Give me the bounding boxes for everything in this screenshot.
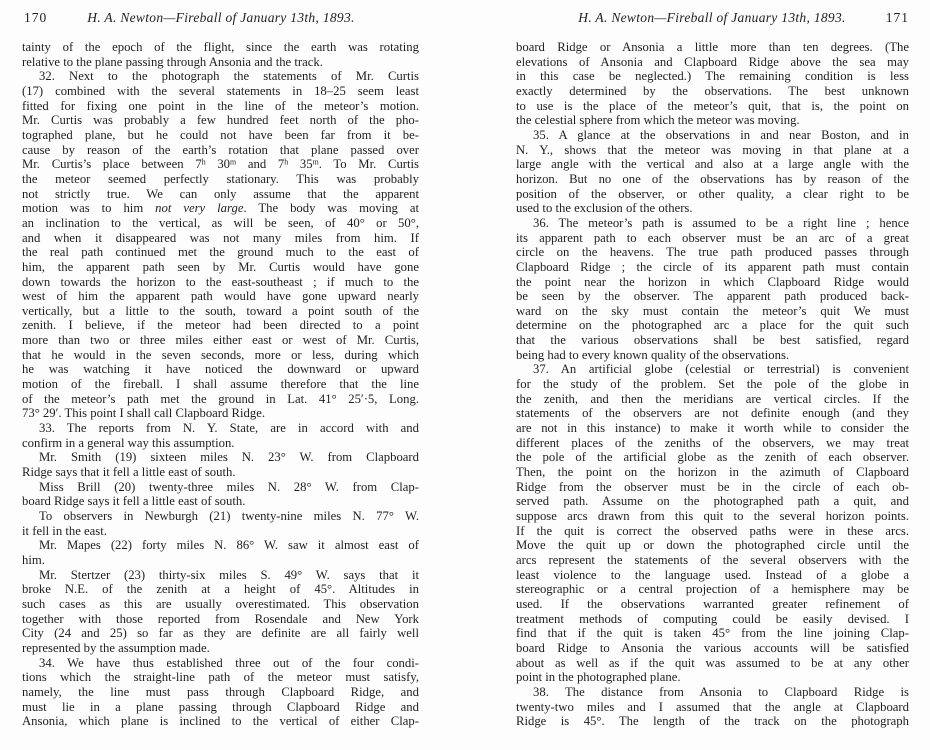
text-line: Mr. Curtis’s place between 7$^h$ 30$^m$ and 7$^h$ 35$^m$. To Mr. Curtis — [22, 157, 419, 172]
text-line: 35. A glance at the observations in and near Boston, and in — [533, 127, 909, 142]
text-line: in this case be neglected.) The remaining condition is less — [516, 69, 909, 84]
text-line: the celestial sphere from which the meteor was moving. — [516, 113, 800, 128]
text-line: different places of the zeniths of the observers, we may treat — [516, 435, 909, 450]
text-line: determine on the photographed arc a place for the quit such — [516, 318, 909, 333]
text-line: ward on the sky must contain the meteor’s quit We must — [516, 303, 909, 318]
text-line: statements of the observers are not definite enough (and they — [516, 406, 909, 421]
text-line: point in the photographed plane. — [516, 670, 681, 685]
running-head-title: H. A. Newton—Fireball of January 13th, 1893. — [578, 10, 846, 25]
text-line: board Ridge to Ansonia the various accounts will be satisfied — [516, 640, 909, 655]
text-line: to use is the place of the meteor’s quit, that is, the point on — [516, 98, 909, 113]
text-line: an inclination to the vertical, as will be seen, of 40° or 50°, — [22, 215, 419, 230]
text-line: Clapboard Ridge ; the circle of its apparent path must contain — [516, 259, 909, 274]
running-head-title: H. A. Newton—Fireball of January 13th, 1893. — [87, 10, 355, 25]
text-line: be seen by the observer. The apparent path produced back- — [516, 289, 909, 304]
text-line: him. — [22, 552, 45, 567]
page-number: 170 — [24, 10, 48, 25]
text-line: (17) combined with the several statements in 18–25 seem least — [22, 83, 419, 98]
text-line: Mr. Mapes (22) forty miles N. 86° W. saw it almost east of — [39, 538, 419, 553]
text-line: 73° 29′. This point I shall call Clapboard Ridge. — [22, 406, 266, 421]
text-line: arcs represent the statements of the several observers with the — [516, 552, 909, 567]
text-line: 37. An artificial globe (celestial or terrestrial) is convenient — [533, 362, 909, 377]
text-line: board Ridge says it fell a little east of south. — [22, 494, 246, 509]
text-line: If the quit is correct the observed paths were in these arcs. — [516, 523, 909, 538]
text-line: of the meteor’s path met the ground in Lat. 41° 25′·5, Long. — [22, 391, 419, 406]
text-line: the real path continued met the ground much to the east of — [22, 245, 419, 260]
text-line: represented by the assumption made. — [22, 640, 210, 655]
text-line: are not in this instance) to make it worth while to consider the — [516, 421, 909, 436]
text-line: motion of the fireball. I shall assume therefore that the line — [22, 377, 419, 392]
text-line: tions which the straight-line path of the meteor must satisfy, — [22, 670, 419, 685]
text-line: confirm in a general way this assumption. — [22, 435, 235, 450]
text-line: Move the quit up or down the photographed circle until the — [516, 538, 909, 553]
text-line: used. If the observations warranted greater refinement of — [516, 596, 909, 611]
text-line: and when it disappeared was not many miles from him. If — [22, 230, 419, 245]
text-line: broke N.E. of the zenith at a height of 45°. Altitudes in — [22, 582, 419, 597]
text-line: board Ridge or Ansonia a little more than ten degrees. (The — [516, 40, 909, 54]
text-line: relative to the plane passing through Ansonia and the track. — [22, 54, 323, 69]
text-line: Ridge from the observer must be in the circle of each ob- — [516, 479, 909, 494]
page-body-text — [516, 40, 909, 740]
text-line: stereographic or a central projection of a hemisphere may be — [516, 582, 909, 597]
page-body-text — [22, 40, 419, 740]
text-line: N. Y., shows that the meteor was moving in that plane at a — [516, 142, 909, 157]
text-line: it fell in the east. — [22, 523, 107, 538]
text-line: large angle with the vertical and also at a large angle with the — [516, 157, 909, 172]
text-line: the zenith, and then the meridians are vertical circles. If the — [516, 391, 909, 406]
text-line: 32. Next to the photograph the statements of Mr. Curtis — [39, 69, 419, 84]
text-line: Mr. Smith (19) sixteen miles N. 23° W. from Clapboard — [39, 450, 419, 465]
text-line: find that if the quit is taken 45° from the line joining Clap- — [516, 626, 909, 641]
text-line: not strictly true. We can only assume that the apparent — [22, 186, 419, 201]
text-line: horizon. But no one of the observations has by reason of the — [516, 171, 909, 186]
text-line: being had to every known quality of the observations. — [516, 347, 790, 362]
text-line: position of the observer, or other quality, a clear right to be — [516, 186, 909, 201]
text-line: about as well as if the quit was assumed to be at any other — [516, 655, 909, 670]
text-line: exactly determined by the observations. The best unknown — [516, 83, 909, 98]
text-line: such cases as this are usually overestimated. This observation — [22, 596, 419, 611]
text-line: motion was to him not very large. The body was moving at — [22, 201, 419, 216]
text-line: circle on the heavens. The true path produced passes through — [516, 245, 909, 260]
text-line: fitted for fixing one point in the line of the meteor’s motion. — [22, 98, 419, 113]
text-line: the point near the horizon in which Clapboard Ridge would — [516, 274, 909, 289]
text-line: tainty of the epoch of the flight, since the earth was rotating — [22, 40, 419, 54]
text-line: the meteor seemed perfectly stationary. This was probably — [22, 171, 419, 186]
text-line: twenty-two miles and I assumed that the angle at Clapboard — [516, 699, 909, 714]
text-line: City (24 and 25) so far as they are definite are all fairly well — [22, 626, 419, 641]
text-line: that the various observations shall be best satisfied, regard — [516, 333, 909, 348]
text-line: namely, the line must pass through Clapboard Ridge, and — [22, 684, 419, 699]
text-line: west of him the apparent path would have gone upward nearly — [22, 289, 419, 304]
text-line: served path. Assume on the photographed path a quit, and — [516, 494, 909, 509]
text-line: 33. The reports from N. Y. State, are in accord with and — [39, 421, 419, 436]
text-line: Mr. Curtis was probably a few hundred feet north of the pho- — [22, 113, 419, 128]
text-line: for the study of the problem. Set the pole of the globe in — [516, 377, 909, 392]
text-line: Ridge says that it fell a little east of south. — [22, 465, 236, 480]
text-line: used to the exclusion of the others. — [516, 201, 693, 216]
text-line: more than two or three miles either east or west of Mr. Curtis, — [22, 333, 419, 348]
text-line: the pole of the artificial globe as the zenith of each observer. — [516, 450, 909, 465]
text-line: Then, the point on the horizon in the azimuth of Clapboard — [516, 465, 909, 480]
text-line: Ridge is 45°. The length of the track on the photograph — [516, 714, 909, 729]
text-line: together with those reported from Rosendale and New York — [22, 611, 419, 626]
text-line: To observers in Newburgh (21) twenty-nine miles N. 77° W. — [39, 509, 419, 523]
text-line: down towards the horizon to the east-southeast ; if much to the — [22, 274, 419, 289]
text-line: 38. The distance from Ansonia to Clapboard Ridge is — [533, 684, 909, 699]
text-line: elevations of Ansonia and Clapboard Ridge above the sea may — [516, 54, 909, 69]
text-line: least violence to the language used. Instead of a globe a — [516, 567, 909, 582]
text-line: must lie in a plane passing through Clapboard Ridge and — [22, 699, 419, 714]
text-line: zenith. I believe, if the meteor had been directed to a point — [22, 318, 419, 333]
page-number: 171 — [885, 10, 909, 25]
text-line: vertically, but a little to the south, toward a point south of the — [22, 303, 419, 318]
text-line: 34. We have thus established three out of the four condi- — [39, 655, 419, 670]
page-171 — [465, 0, 930, 750]
text-line: that he would in the seven seconds, more or less, during which — [22, 347, 419, 362]
text-line: Mr. Stertzer (23) thirty-six miles S. 49° W. says that it — [39, 567, 419, 582]
text-line: its apparent path to each observer must be an arc of a great — [516, 230, 909, 245]
text-line: 36. The meteor’s path is assumed to be a right line ; hence — [533, 215, 909, 230]
text-line: cause by reason of the earth’s rotation that plane passed over — [22, 142, 419, 157]
text-line: Ansonia, which plane is inclined to the vertical of either Clap- — [22, 714, 419, 729]
text-line: treatment methods of computing could be easily devised. I — [516, 611, 909, 626]
text-line: him, the apparent path seen by Mr. Curtis would have gone — [22, 259, 419, 274]
text-line: tographed plane, but he could not have been far from it be- — [22, 127, 419, 142]
text-line: suppose arcs drawn from this quit to the several horizon points. — [516, 509, 909, 523]
text-line: Miss Brill (20) twenty-three miles N. 28° W. from Clap- — [39, 479, 419, 494]
text-line: he was watching it have noticed the downward or upward — [22, 362, 419, 377]
